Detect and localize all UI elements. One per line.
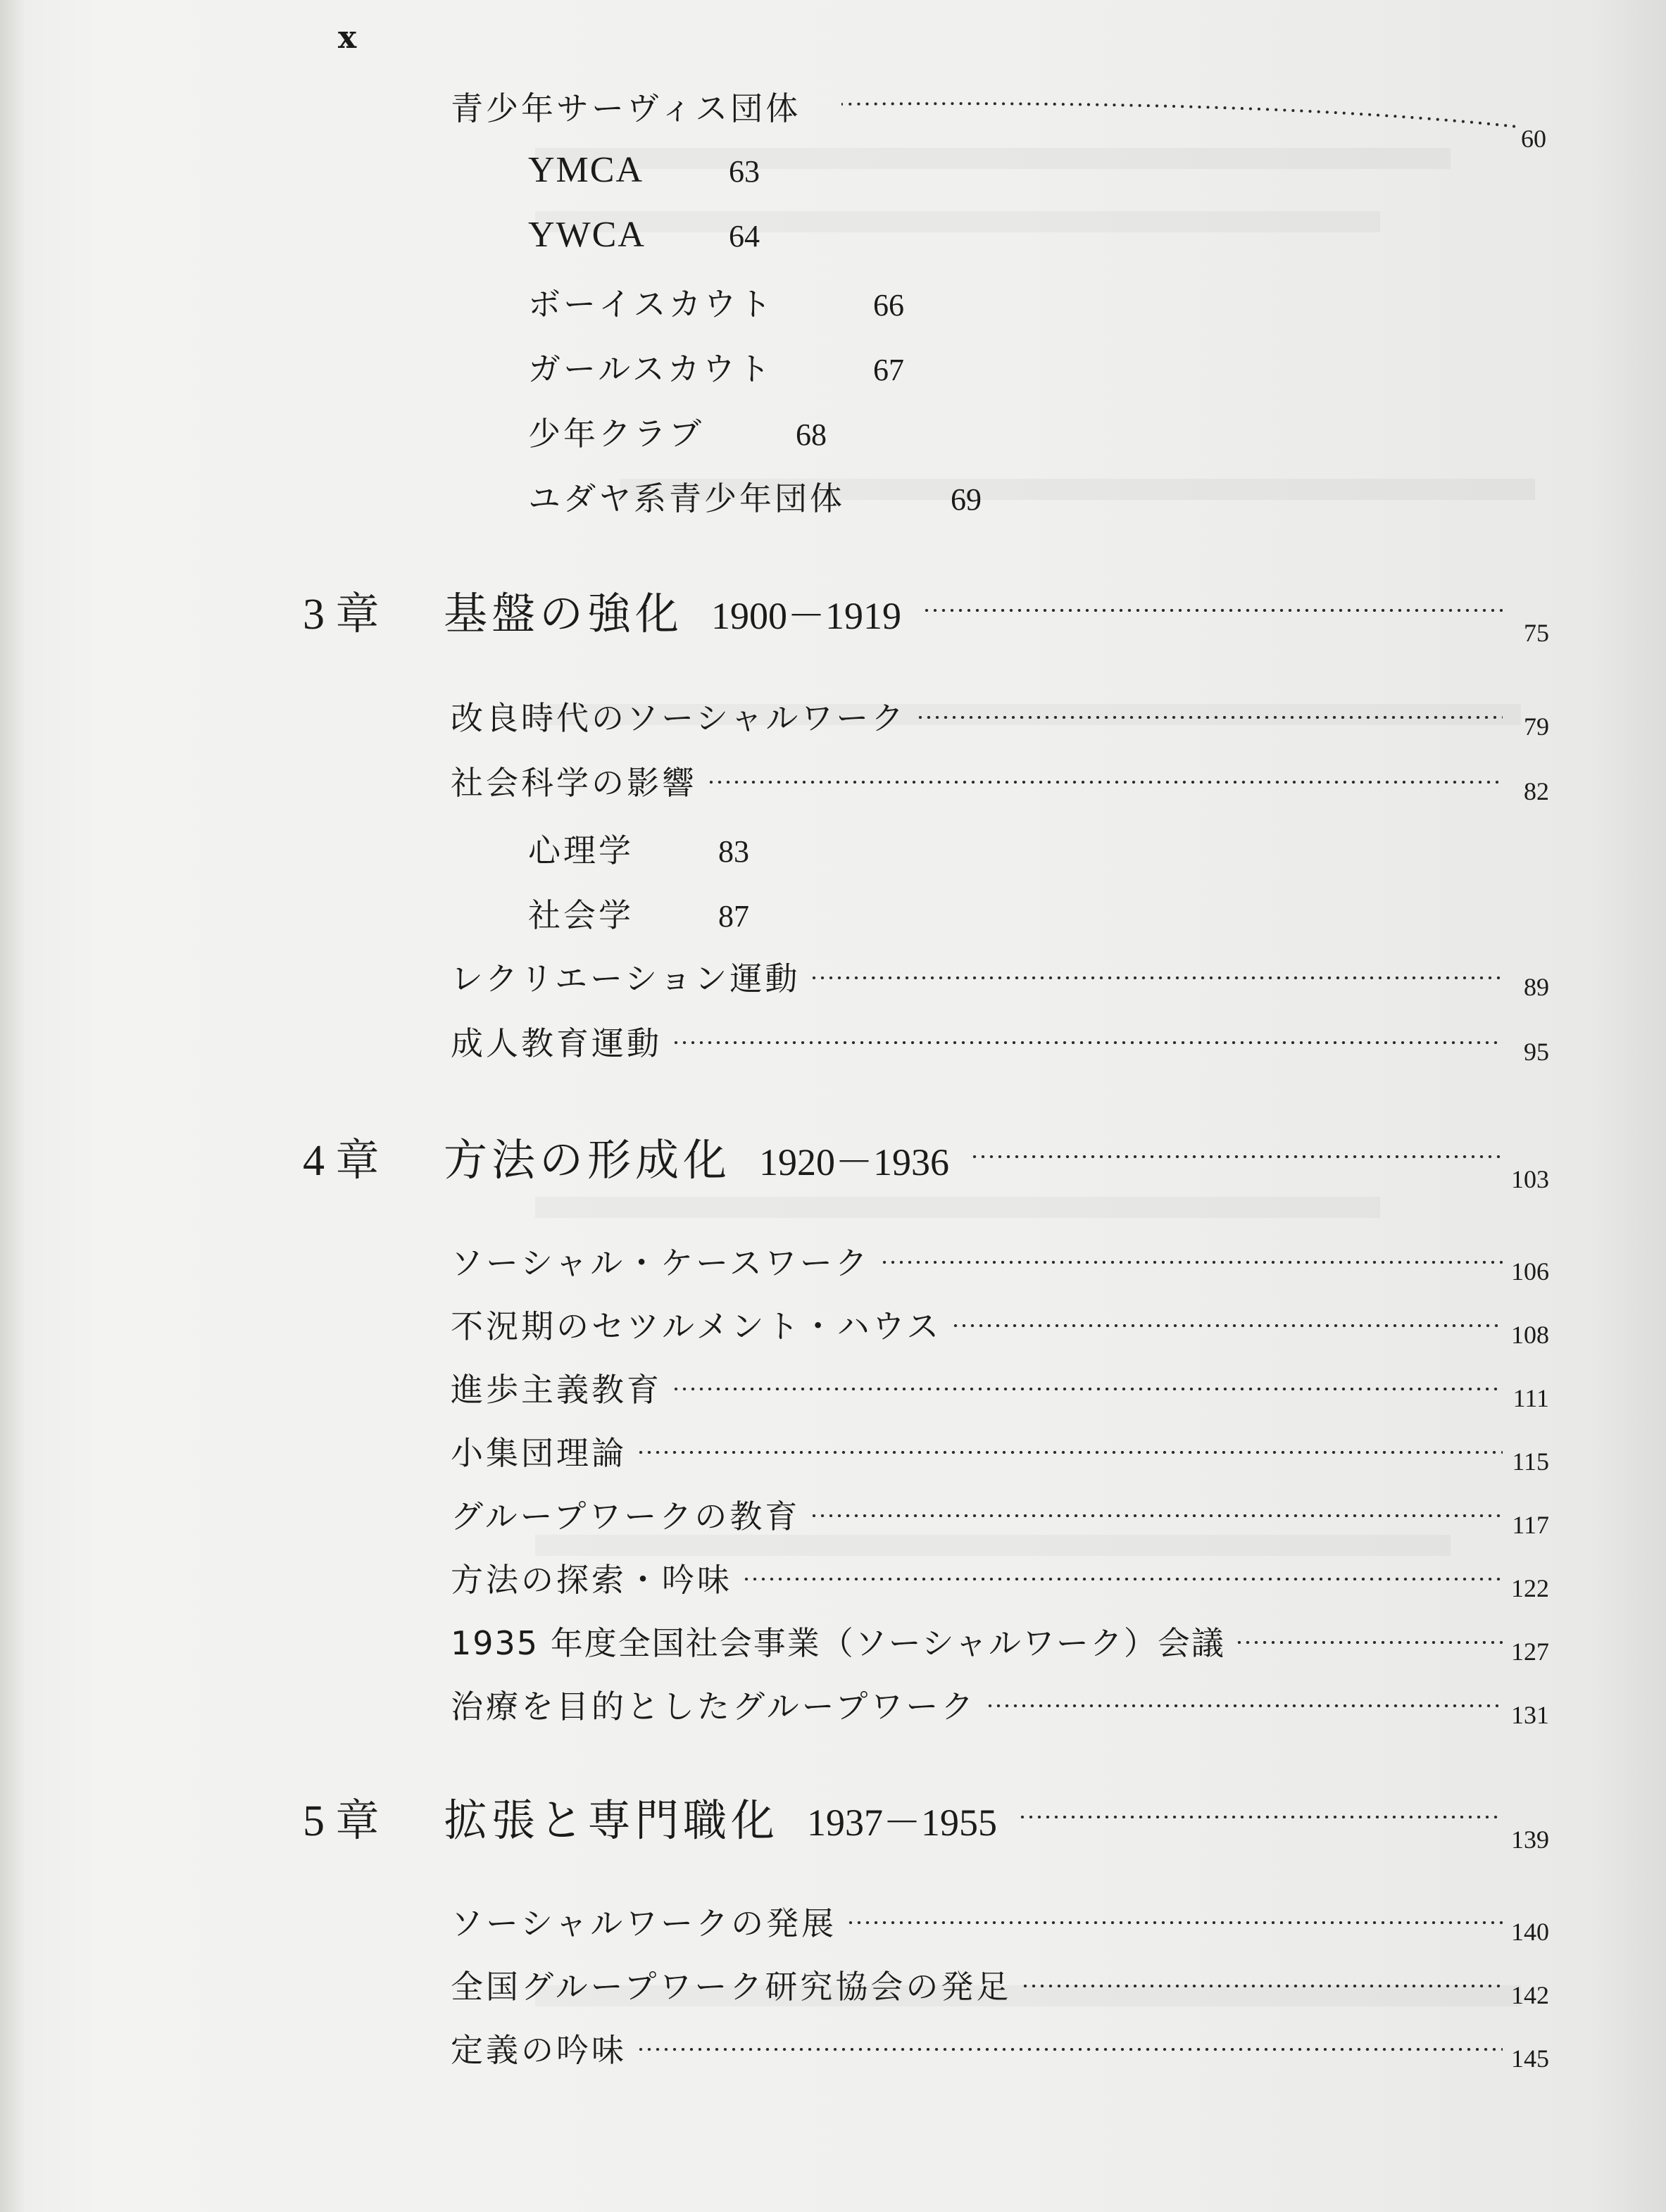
sub-item-psychology <box>528 825 749 872</box>
entry-page: 106 <box>1511 1257 1549 1286</box>
entry-title: 青少年サーヴィス団体 <box>451 89 801 127</box>
entry-title: 全国グループワーク研究協会の発足 <box>451 1968 1012 2006</box>
sub-item-sociology <box>528 890 749 936</box>
chapter-title: 拡張と専門職化 <box>444 1795 779 1846</box>
entry-page: 140 <box>1511 1918 1549 1946</box>
toc-entry <box>451 1428 1549 1477</box>
toc-entry <box>451 2025 1549 2074</box>
dot-leader <box>672 1041 1503 1044</box>
entry-title: 改良時代のソーシャルワーク <box>451 699 907 737</box>
toc-entry <box>451 1898 1549 1947</box>
sub-item-page: 67 <box>873 353 904 387</box>
chapter-heading-4 <box>303 1125 1549 1193</box>
sub-item-label: ユダヤ系青少年団体 <box>528 479 845 517</box>
entry-page: 117 <box>1512 1511 1549 1539</box>
sub-item-boys-club <box>528 408 827 455</box>
sub-item-page: 87 <box>718 899 749 934</box>
sub-item-page: 69 <box>951 482 982 517</box>
dot-leader <box>810 1514 1503 1517</box>
toc-entry <box>451 758 1549 807</box>
entry-page: 115 <box>1512 1447 1549 1476</box>
entry-title: 社会科学の影響 <box>451 764 697 802</box>
sub-item-label: 社会学 <box>528 896 634 934</box>
toc-entry <box>451 1364 1549 1414</box>
entry-page: 95 <box>1524 1038 1549 1066</box>
toc-entry <box>451 1301 1549 1350</box>
chapter-title: 方法の形成化 <box>444 1134 732 1186</box>
sub-item-label: YMCA <box>528 150 644 190</box>
chapter-page: 103 <box>1511 1165 1549 1193</box>
toc-entry <box>451 693 1549 742</box>
chapter-years: 1920－1936 <box>759 1141 950 1183</box>
sub-item-jewish-youth <box>528 473 982 520</box>
toc-entry <box>451 1554 1549 1604</box>
toc-entry <box>451 1018 1549 1067</box>
dot-leader <box>986 1704 1503 1707</box>
dot-leader <box>846 1921 1503 1924</box>
dot-leader <box>1235 1641 1503 1644</box>
sub-item-ywca <box>528 214 760 256</box>
chapter-heading-3 <box>303 579 1549 647</box>
entry-title: 小集団理論 <box>451 1434 627 1472</box>
entry-page: 60 <box>1521 125 1546 153</box>
sub-item-boy-scout <box>528 279 904 325</box>
entry-page: 142 <box>1511 1981 1549 2009</box>
toc-entry <box>451 1681 1549 1730</box>
chapter-title: 基盤の強化 <box>444 588 684 639</box>
sub-item-label: ボーイスカウト <box>528 285 775 323</box>
dot-leader <box>1018 1816 1503 1818</box>
dot-leader <box>916 716 1503 719</box>
dot-leader <box>1021 1985 1503 1987</box>
dot-leader <box>707 781 1503 784</box>
sub-item-label: ガールスカウト <box>528 350 773 388</box>
entry-title: レクリエーション運動 <box>451 960 801 998</box>
toc-entry <box>451 953 1549 1003</box>
sub-item-ymca <box>528 149 760 191</box>
toc-entry <box>451 1618 1549 1667</box>
entry-page: 111 <box>1512 1384 1549 1412</box>
dot-leader <box>951 1324 1503 1327</box>
sub-item-girl-scout <box>528 344 904 390</box>
sub-item-page: 63 <box>729 154 760 189</box>
curved-dot-leader <box>841 84 1546 162</box>
dot-leader <box>970 1155 1503 1158</box>
entry-title: 治療を目的としたグループワーク <box>451 1688 977 1726</box>
toc-entry <box>451 1491 1549 1540</box>
entry-page: 79 <box>1524 712 1549 741</box>
chapter-years: 1937－1955 <box>807 1802 998 1844</box>
chapter-years: 1900－1919 <box>711 595 902 637</box>
entry-page: 82 <box>1524 777 1549 805</box>
entry-title: 定義の吟味 <box>451 2031 627 2069</box>
chapter-page: 139 <box>1511 1825 1549 1854</box>
toc-entry <box>451 1961 1549 2011</box>
entry-page: 122 <box>1511 1574 1549 1602</box>
dot-leader <box>742 1578 1503 1581</box>
entry-page: 131 <box>1511 1701 1549 1729</box>
chapter-number: 3 章 <box>303 591 380 639</box>
dot-leader <box>637 2048 1503 2051</box>
entry-title: ソーシャル・ケースワーク <box>451 1244 870 1282</box>
entry-page: 108 <box>1511 1321 1549 1349</box>
toc-entry-youth-service <box>451 83 845 132</box>
sub-item-page: 68 <box>796 417 827 452</box>
entry-title: 不況期のセツルメント・ハウス <box>451 1307 942 1345</box>
sub-item-page: 64 <box>729 219 760 253</box>
dot-leader <box>922 609 1503 612</box>
sub-item-label: 少年クラブ <box>528 415 704 453</box>
dot-leader <box>637 1451 1503 1454</box>
entry-page: 145 <box>1511 2044 1549 2073</box>
dot-leader <box>672 1388 1503 1390</box>
entry-title: 成人教育運動 <box>451 1024 662 1062</box>
toc-entry <box>451 1238 1549 1287</box>
entry-title: ソーシャルワークの発展 <box>451 1904 837 1942</box>
entry-page: 127 <box>1511 1638 1549 1666</box>
sub-item-page: 83 <box>718 834 749 869</box>
chapter-number: 4 章 <box>303 1137 380 1185</box>
entry-title: 方法の探索・吟味 <box>451 1561 732 1599</box>
entry-title: グループワークの教育 <box>451 1497 801 1535</box>
entry-page: 89 <box>1524 973 1549 1001</box>
chapter-heading-5 <box>303 1785 1549 1854</box>
sub-item-label: YWCA <box>528 215 646 255</box>
entry-title: 1935 年度全国社会事業（ソーシャルワーク）会議 <box>451 1624 1225 1662</box>
sub-item-label: 心理学 <box>528 831 634 869</box>
dot-leader <box>880 1261 1503 1264</box>
dot-leader <box>810 976 1503 979</box>
sub-item-page: 66 <box>873 288 904 322</box>
folio: x <box>338 20 357 56</box>
chapter-number: 5 章 <box>303 1797 380 1845</box>
chapter-page: 75 <box>1524 619 1549 647</box>
entry-title: 進歩主義教育 <box>451 1371 662 1409</box>
